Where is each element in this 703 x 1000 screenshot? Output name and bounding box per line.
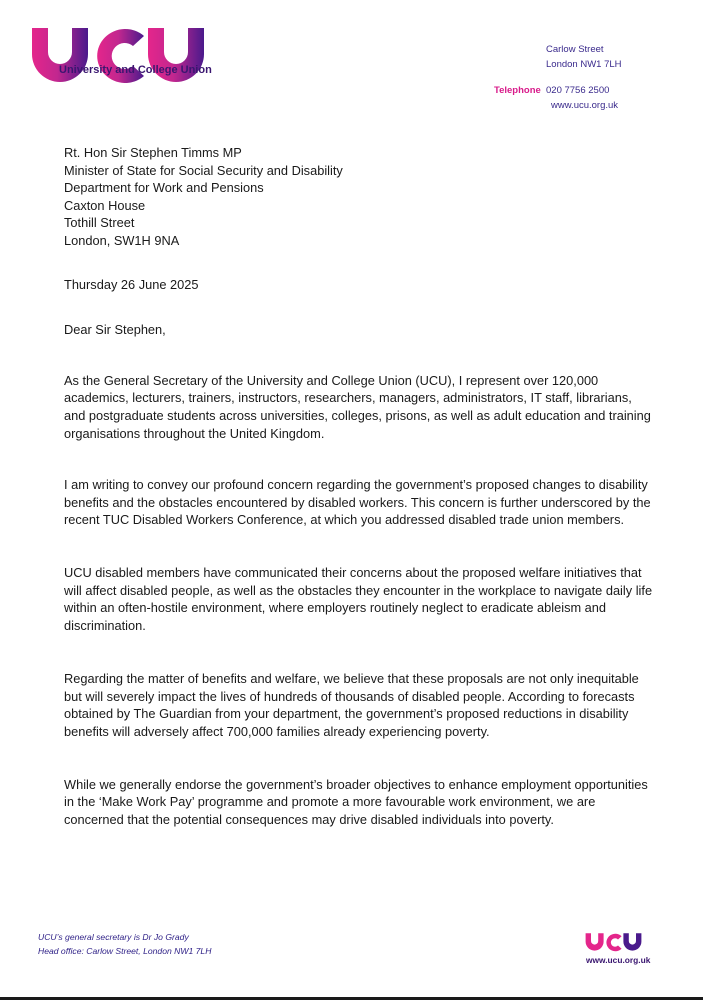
recipient-address	[64, 144, 654, 250]
paragraph: As the General Secretary of the University and College Union (UCU), I represent over 120,000 academics, lecturers, trainers, instructors, researchers, managers, administrators, IT staff, librarians, and postgraduate students across universities, colleges, prisons, as well as adult education and training organisations throughout the United Kingdom.	[64, 372, 651, 441]
footer-website-link[interactable]: www.ucu.org.uk	[586, 955, 651, 965]
telephone-row	[494, 83, 684, 98]
paragraph: I am writing to convey our profound concern regarding the government’s proposed changes to disability benefits and the obstacles encountered by disabled workers. This concern is further underscored by the recent TUC Disabled Workers Conference, at which you addressed disabled trade union members.	[64, 477, 651, 528]
org-name: University and College Union	[59, 64, 212, 76]
recipient-line: Minister of State for Social Security and Disability	[64, 162, 343, 178]
recipient-line: Tothill Street	[64, 215, 135, 231]
address-line-1: Carlow Street	[546, 44, 604, 55]
telephone-label: Telephone	[494, 85, 541, 96]
address-line-2: London NW1 7LH	[546, 59, 622, 70]
letter-body	[64, 144, 654, 828]
contact-block	[494, 42, 684, 113]
footer-ucu-logo-mark	[583, 932, 653, 956]
footer-ucu-logo	[583, 932, 663, 972]
recipient-line: Department for Work and Pensions	[64, 180, 264, 196]
paragraph: Regarding the matter of benefits and welfare, we believe that these proposals are not only inequitable but will severely impact the lives of hundreds of thousands of disabled people. According to forecasts obtained by The Guardian from your department, the government’s proposed reductions in disability benefits will adversely affect 700,000 families already experiencing poverty.	[64, 671, 639, 740]
letter-date: Thursday 26 June 2025	[64, 276, 199, 292]
general-secretary-note: UCU’s general secretary is Dr Jo Grady	[38, 932, 189, 942]
telephone-number: 020 7756 2500	[546, 85, 610, 96]
footer-info	[38, 930, 211, 958]
salutation: Dear Sir Stephen,	[64, 322, 166, 338]
recipient-line: London, SW1H 9NA	[64, 232, 180, 248]
head-office-note: Head office: Carlow Street, London NW1 7LH	[38, 946, 212, 956]
recipient-line: Caxton House	[64, 197, 146, 213]
paragraph: UCU disabled members have communicated their concerns about the proposed welfare initiatives that will affect disabled people, as well as the obstacles they encounter in the workplace to navigate daily life within an often-hostile environment, where employers routinely neglect to eradicate ableism and discrimination.	[64, 564, 653, 633]
paragraph: While we generally endorse the government’s broader objectives to enhance employment opportunities in the ‘Make Work Pay’ programme and promote a more favourable work environment, we are concerned that the potential consequences may drive disabled individuals into poverty.	[64, 776, 648, 827]
website-link[interactable]: www.ucu.org.uk	[551, 100, 619, 111]
recipient-line: Rt. Hon Sir Stephen Timms MP	[64, 145, 242, 160]
